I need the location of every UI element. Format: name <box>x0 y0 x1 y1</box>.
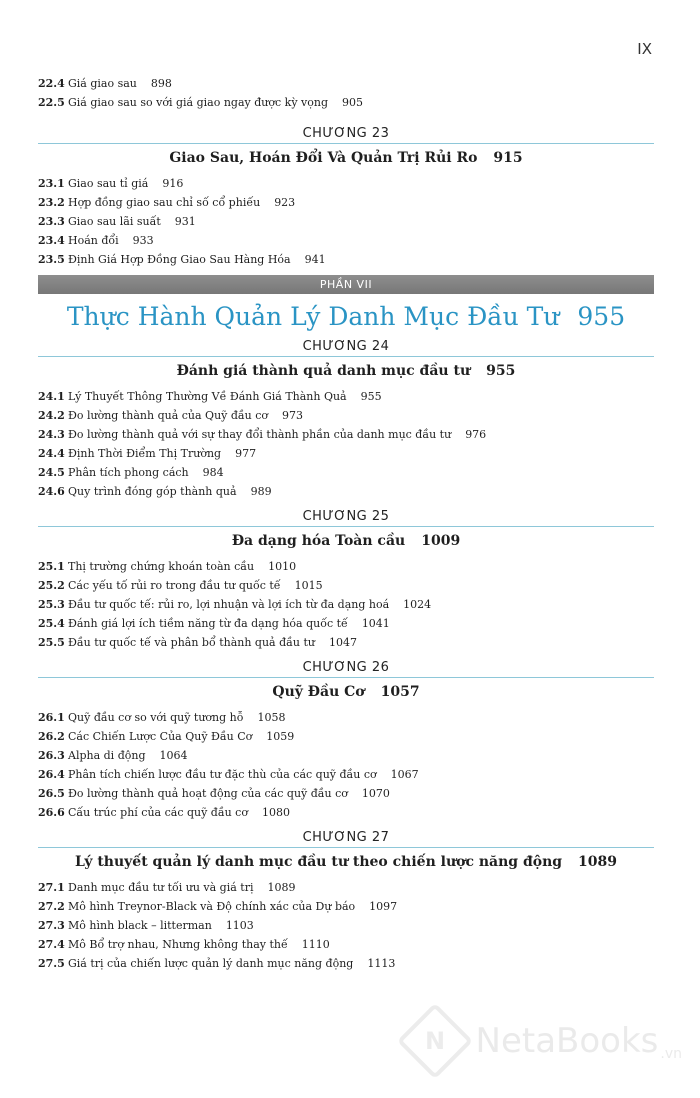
toc-entry: 26.6 Cấu trúc phí của các quỹ đầu cơ 1080 <box>38 806 290 819</box>
toc-entry: 25.1 Thị trường chứng khoán toàn cầu 1010 <box>38 560 297 573</box>
chapter-label: CHƯƠNG 27 <box>38 830 654 848</box>
toc-entry: 25.5 Đầu tư quốc tế và phân bổ thành quả đầu tư 1047 <box>38 636 357 649</box>
page-number: IX <box>637 40 652 58</box>
part-label-bar: PHẦN VII <box>38 275 654 294</box>
toc-entry: 24.1 Lý Thuyết Thông Thường Về Đánh Giá Thành Quả 955 <box>38 390 382 403</box>
toc-entry: 26.1 Quỹ đầu cơ so với quỹ tương hỗ 1058 <box>38 711 286 724</box>
chapter-label: CHƯƠNG 25 <box>38 509 654 527</box>
netabooks-watermark <box>408 1014 682 1068</box>
chapter-title: Lý thuyết quản lý danh mục đầu tư theo chiến lược năng động 1089 <box>74 854 618 870</box>
toc-entry: 23.4 Hoán đổi 933 <box>38 234 154 247</box>
chapter-title: Giao Sau, Hoán Đổi Và Quản Trị Rủi Ro 915 <box>169 150 523 166</box>
part-title: Thực Hành Quản Lý Danh Mục Đầu Tư 955 <box>66 302 626 331</box>
toc-entry: 27.5 Giá trị của chiến lược quản lý danh mục năng động 1113 <box>38 957 396 970</box>
toc-entry: 25.4 Đánh giá lợi ích tiềm năng từ đa dạng hóa quốc tế 1041 <box>38 617 390 630</box>
toc-entry: 24.2 Đo lường thành quả của Quỹ đầu cơ 973 <box>38 409 304 422</box>
toc-entry: 27.1 Danh mục đầu tư tối ưu và giá trị 1089 <box>38 881 296 894</box>
watermark-suffix: .vn <box>660 1046 682 1062</box>
toc-entry: 26.4 Phân tích chiến lược đầu tư đặc thù của các quỹ đầu cơ 1067 <box>38 768 419 781</box>
toc-entry: 24.4 Định Thời Điểm Thị Trường 977 <box>38 447 257 460</box>
watermark-brand: NetaBooks <box>475 1021 659 1061</box>
toc-entry: 27.4 Mô Bổ trợ nhau, Nhưng không thay thế 1110 <box>38 938 330 951</box>
toc-entry: 27.3 Mô hình black – litterman 1103 <box>38 919 254 932</box>
toc-entry: 23.1 Giao sau tỉ giá 916 <box>38 177 184 190</box>
chapter-title: Quỹ Đầu Cơ 1057 <box>272 684 420 700</box>
chapter-label: CHƯƠNG 23 <box>38 126 654 144</box>
pre-entries <box>38 74 654 112</box>
toc-entry: 23.3 Giao sau lãi suất 931 <box>38 215 196 228</box>
toc-entry: 23.2 Hợp đồng giao sau chỉ số cổ phiếu 923 <box>38 196 296 209</box>
toc-entry: 25.2 Các yếu tố rủi ro trong đầu tư quốc tế 1015 <box>38 579 323 592</box>
toc-entry: 24.6 Quy trình đóng góp thành quả 989 <box>38 485 272 498</box>
table-of-contents <box>38 74 654 973</box>
netabooks-logo-icon: N <box>396 1003 472 1079</box>
chapter-title: Đa dạng hóa Toàn cầu 1009 <box>231 533 461 549</box>
toc-entry: 22.4 Giá giao sau 898 <box>38 77 172 90</box>
chapter-label: CHƯƠNG 24 <box>38 339 654 357</box>
toc-entry: 26.5 Đo lường thành quả hoạt động của các quỹ đầu cơ 1070 <box>38 787 390 800</box>
toc-entry: 23.5 Định Giá Hợp Đồng Giao Sau Hàng Hóa 941 <box>38 253 326 266</box>
chapter-title: Đánh giá thành quả danh mục đầu tư 955 <box>176 363 516 379</box>
toc-entry: 26.2 Các Chiến Lược Của Quỹ Đầu Cơ 1059 <box>38 730 295 743</box>
toc-entry: 26.3 Alpha di động 1064 <box>38 749 188 762</box>
toc-entry: 27.2 Mô hình Treynor-Black và Độ chính xác của Dự báo 1097 <box>38 900 398 913</box>
toc-entry: 22.5 Giá giao sau so với giá giao ngay được kỳ vọng 905 <box>38 96 363 109</box>
chapter-label: CHƯƠNG 26 <box>38 660 654 678</box>
toc-entry: 25.3 Đầu tư quốc tế: rủi ro, lợi nhuận và lợi ích từ đa dạng hoá 1024 <box>38 598 432 611</box>
toc-entry: 24.3 Đo lường thành quả với sự thay đổi thành phần của danh mục đầu tư 976 <box>38 428 487 441</box>
toc-entry: 24.5 Phân tích phong cách 984 <box>38 466 224 479</box>
